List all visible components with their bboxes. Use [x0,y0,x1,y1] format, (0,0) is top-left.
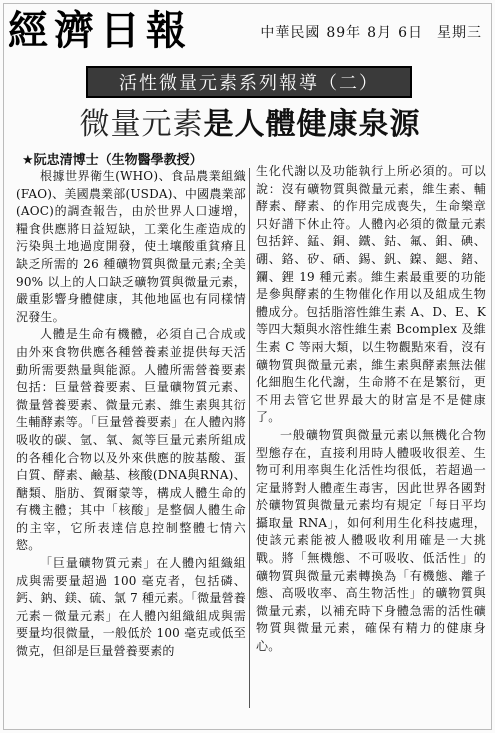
date-year: 89年 [326,25,362,41]
paper-name: 經濟日報 [8,7,192,54]
column-divider [249,168,250,708]
date-month: 8月 [367,25,393,41]
date-weekday: 星期三 [437,25,482,41]
left-paragraph-2: 人體是生命有機體，必須自己合成或由外來食物供應各種營養素並提供每天活動所需要熱量與能源。人體所需營養要素包括：巨量營養要素、巨量礦物質元素、微量營養要素、微量元素、維生素與其衍生輔酵素等。「巨量營養要素」在人體內將吸收的碳、氫、氧、氮等巨量元素所組成的各種化合物以及外來供應的胺基酸、蛋白質、酵素、鹼基、核酸(DNA與RNA)、醣類、脂肪、賀爾蒙等，構成人體生命的有機主體；其中「核酸」是整個人體生命的主宰，它所表達信息控制整體七情六慾。 [16,327,246,553]
masthead [8,8,490,56]
left-paragraph-1: 根據世界衛生(WHO)、食品農業組織(FAO)、美國農業部(USDA)、中國農業部(AOC)的調查報告，由於世界人口遽增，糧食供應將日益短缺，工業化生產造成的污染與土地過度開發，使土壤酸重貧瘠且缺乏所需的 26 種礦物質與微量元素;全美 90% 以上的人口缺乏礦物質與微量元素，嚴重影響身體健康，其他地區也有同樣情況發生。 [16,169,246,324]
left-paragraph-3: 「巨量礦物質元素」在人體內組織組成與需要量超過 100 毫克者，包括磷、鈣、鈉、鎂、硫、氯 7 種元素。「微量營養元素－微量元素」在人體內組織組成與需要量均很微量，一般低於 100 毫克或低至微克，但卻是巨量營養要素的 [16,556,246,659]
byline: ★阮忠清博士（生物醫學教授） [22,153,203,168]
series-banner: 活性微量元素系列報導（二） [86,66,412,98]
headline [40,106,460,144]
date-day: 6日 [398,25,423,41]
headline-part-1: 微量元素 [79,107,204,142]
left-column [16,168,246,661]
date-line [254,22,482,42]
headline-part-2: 是人體健康泉源 [203,107,421,142]
right-paragraph-2: 一般礦物質與微量元素以無機化合物型態存在，直接利用時人體吸收很差、生物可利用率與生化活性均很低，若超過一定量將對人體產生毒害，因此世界各國對於礦物質與微量元素均有規定「每日平均攝取量 RNA」，如何利用生化科技處理，使該元素能被人體吸收利用確是一大挑戰。將「無機態、不可吸收、低活性」的礦物質與微量元素轉換為「有機態、離子態、高吸收率、高生物活性」的礦物質與微量元素，以補充時下身體急需的活性礦物質與微量元素，確保有精力的健康身心。 [256,427,486,654]
right-paragraph-1: 生化代謝以及功能執行上所必須的。可以說：沒有礦物質與微量元素，維生素、輔酵素、酵素、的作用完成喪失，生命樂章只好譜下休止符。人體內必須的微量元素包括鋅、錳、銅、鐵、鈷、氟、鉬、碘、硼、鉻、矽、硒、錫、釩、鎳、鍶、鍺、鑭、鋰 19 種元素。維生素最重要的功能是參與酵素的生物催化作用以及組成生物體成分。包括脂溶性維生素 A、D、E、K 等四大類與水溶性維生素 Bcomplex 及維生素 C 等兩大類，以生物觀點來看，沒有礦物質與微量元素，維生素與酵素無法催化細胞生化代謝，生命將不在是繁衍，更不用去管它世界最大的財富是不是健康了。 [256,164,486,425]
date-country: 中華民國 [260,25,321,41]
right-column [256,163,486,656]
